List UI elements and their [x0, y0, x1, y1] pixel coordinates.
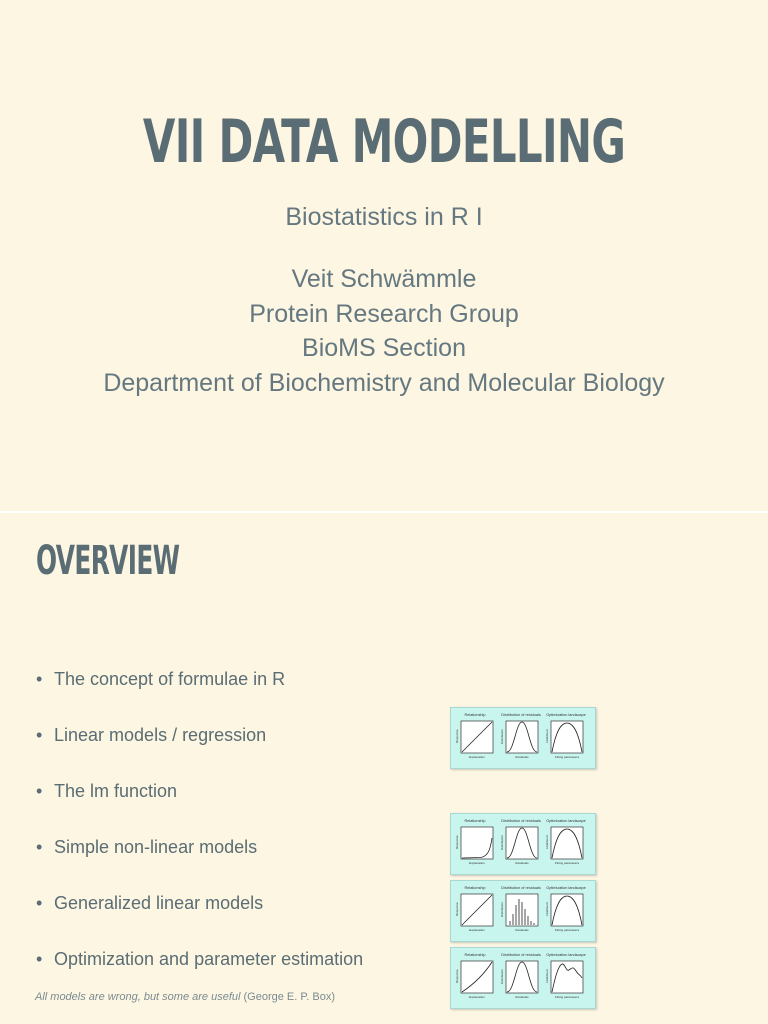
figure-glm-svg: [451, 881, 595, 941]
figure-panel-title: Distribution of residuals: [501, 713, 541, 717]
figure-panel-title: Relationship: [464, 953, 486, 957]
figure-panel-title: Optimization landscape: [546, 953, 586, 957]
figure-panel-title: Relationship: [464, 819, 486, 823]
figure-axis-label: Likelihood: [545, 835, 549, 849]
bullet-item: • Optimization and parameter estimation: [36, 943, 363, 999]
overview-title: OVERVIEW: [36, 538, 180, 584]
figure-axis-label: Residuals: [515, 755, 529, 759]
bullet-item: • The concept of formulae in R: [36, 663, 363, 719]
model-figure-glm: [450, 880, 596, 942]
figure-axis-label: Residuals: [515, 928, 529, 932]
figure-axis-label: Fitting parameters: [554, 861, 580, 865]
quote-author: (George E. P. Box): [240, 991, 336, 1003]
bullet-item: • Linear models / regression: [36, 719, 363, 775]
figure-axis-label: Fitting parameters: [554, 755, 580, 759]
figure-axis-label: Distribution: [500, 728, 504, 744]
quote-text: All models are wrong, but some are useful: [35, 991, 241, 1003]
figure-axis-label: Distribution: [500, 834, 504, 850]
model-figure-optimization: [450, 947, 596, 1009]
figure-axis-label: Response: [455, 969, 459, 983]
title-slide: [0, 0, 768, 511]
bullet-item: • Simple non-linear models: [36, 831, 363, 887]
figure-nonlinear-svg: [451, 814, 595, 874]
figure-axis-label: Distribution: [500, 901, 504, 917]
figure-panel-title: Relationship: [464, 713, 486, 717]
figure-axis-label: Response: [455, 835, 459, 849]
figure-panel-title: Relationship: [464, 886, 486, 890]
figure-panel-title: Distribution of residuals: [501, 886, 541, 890]
author-name: Veit Schwämmle: [291, 265, 477, 293]
model-figure-linear: [450, 707, 596, 769]
figure-axis-label: Residuals: [515, 995, 529, 999]
figure-panel-title: Optimization landscape: [546, 713, 586, 717]
overview-bullet-list: [36, 663, 363, 999]
figure-axis-label: Response: [455, 729, 459, 743]
figure-axis-label: Response: [455, 902, 459, 916]
author-department: Department of Biochemistry and Molecular Biology: [103, 368, 665, 397]
figure-panel-title: Distribution of residuals: [501, 819, 541, 823]
figure-panel-title: Optimization landscape: [546, 819, 586, 823]
figure-panel-title: Optimization landscape: [546, 886, 586, 890]
overview-slide: [0, 513, 768, 1024]
author-section: BioMS Section: [302, 334, 466, 362]
author-group: Protein Research Group: [249, 299, 519, 328]
figure-panel-title: Distribution of residuals: [501, 953, 541, 957]
box-quote: [35, 991, 335, 1003]
figure-axis-label: Explanation: [469, 928, 485, 932]
bullet-item: • The lm function: [36, 775, 363, 831]
figure-axis-label: Likelihood: [545, 969, 549, 983]
bullet-item: • Generalized linear models: [36, 887, 363, 943]
author-block: [0, 262, 768, 400]
slide-title: VII DATA MODELLING: [142, 107, 626, 177]
figure-axis-label: Residuals: [515, 861, 529, 865]
figure-axis-label: Explanation: [469, 861, 485, 865]
figure-axis-label: Distribution: [500, 968, 504, 984]
figure-axis-label: Explanation: [469, 995, 485, 999]
figure-axis-label: Fitting parameters: [554, 928, 580, 932]
model-figure-nonlinear: [450, 813, 596, 875]
figure-axis-label: Likelihood: [545, 902, 549, 916]
slide-subtitle: Biostatistics in R I: [285, 203, 483, 231]
figure-axis-label: Likelihood: [545, 729, 549, 743]
figure-optimization-svg: [451, 948, 595, 1008]
figure-linear-svg: [451, 708, 595, 768]
figure-axis-label: Explanation: [469, 755, 485, 759]
figure-axis-label: Fitting parameters: [554, 995, 580, 999]
